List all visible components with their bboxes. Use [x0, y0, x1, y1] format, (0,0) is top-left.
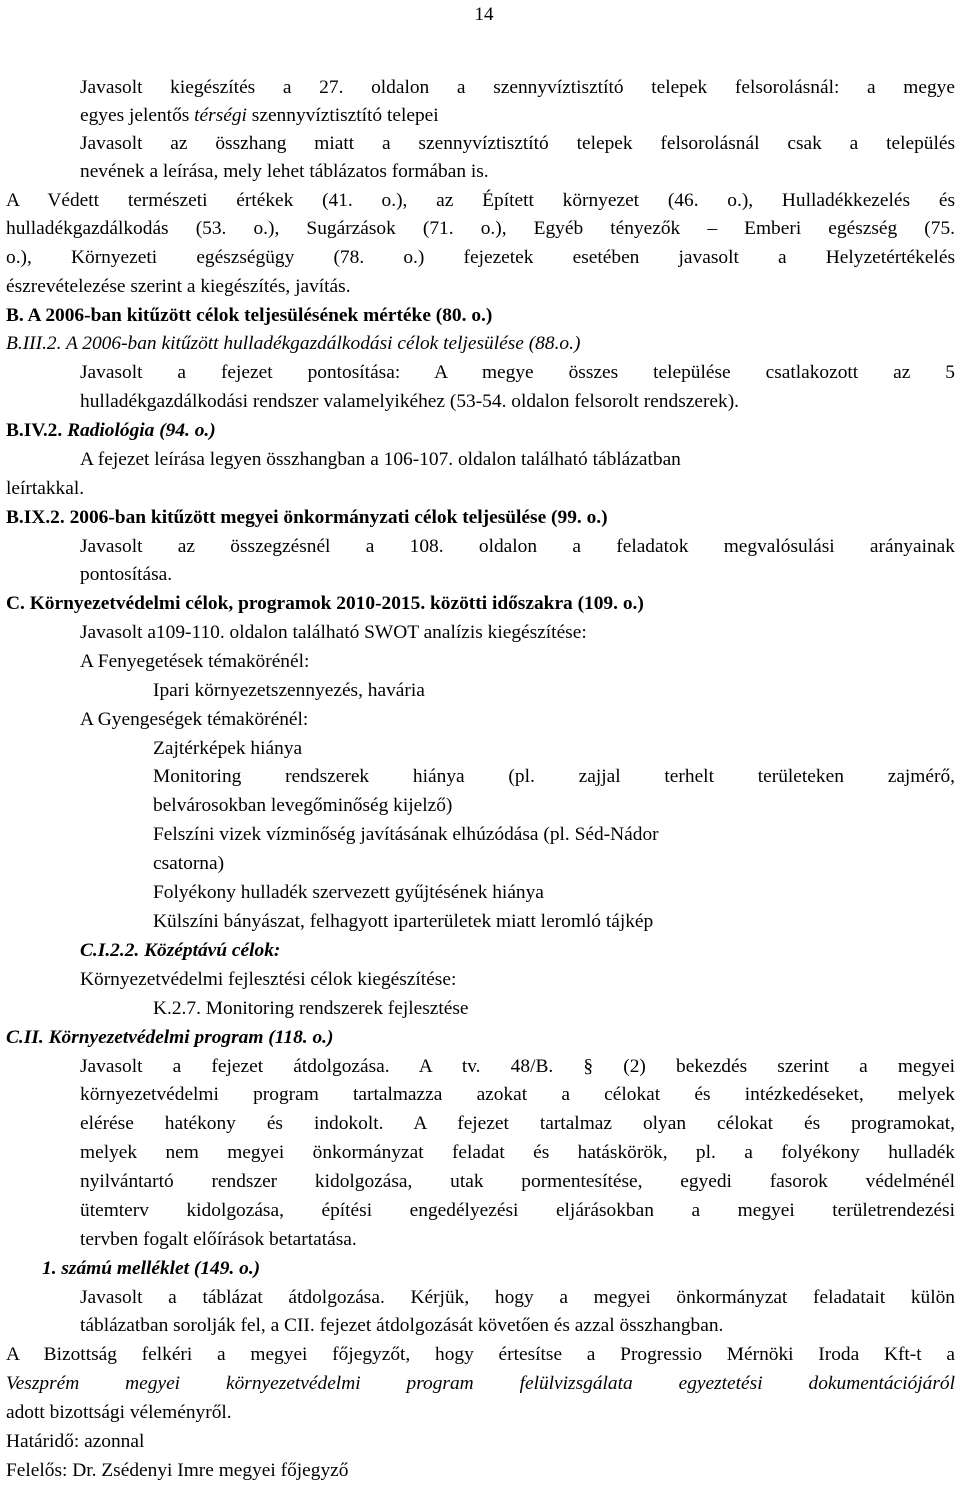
- text-line: csatorna): [153, 853, 225, 874]
- text-line: belvárosokban levegőminőség kijelző): [153, 795, 453, 816]
- section-heading: B.IX.2. 2006-ban kitűzött megyei önkormányzati célok teljesülése (99. o.): [6, 507, 608, 528]
- text-line: környezetvédelmi program tartalmazza azokat a célokat és intézkedéseket, melyek: [80, 1084, 955, 1105]
- text-line: A Gyengeségek témakörénél:: [80, 709, 309, 730]
- heading-number: B.IV.2.: [6, 420, 68, 441]
- text-line: A Bizottság felkéri a megyei főjegyzőt, hogy értesítse a Progressio Mérnöki Iroda Kft-t a: [6, 1344, 955, 1365]
- text-line: Ipari környezetszennyezés, havária: [153, 680, 425, 701]
- text-line: Külszíni bányászat, felhagyott iparterületek miatt leromló tájkép: [153, 911, 654, 932]
- text-line: Javasolt kiegészítés a 27. oldalon a szennyvíztisztító telepek felsorolásnál: a megye: [80, 77, 955, 98]
- section-heading: B.III.2. A 2006-ban kitűzött hulladékgazdálkodási célok teljesülése (88.o.): [6, 333, 581, 354]
- text-line: A Fenyegetések témakörénél:: [80, 651, 310, 672]
- text-span: egyes jelentős: [80, 105, 195, 126]
- text-line: [80, 104, 439, 128]
- page-number: 14: [474, 4, 494, 25]
- text-line: Javasolt a109-110. oldalon található SWOT analízis kiegészítése:: [80, 622, 587, 643]
- text-line: Környezetvédelmi fejlesztési célok kiegészítése:: [80, 969, 457, 990]
- text-line: Javasolt a táblázat átdolgozása. Kérjük, hogy a megyei önkormányzat feladatait külön: [80, 1287, 955, 1308]
- responsible-line: Felelős: Dr. Zsédenyi Imre megyei főjegyző: [6, 1460, 349, 1481]
- text-line: nevének a leírása, mely lehet táblázatos formában is.: [80, 161, 489, 182]
- text-line: Felszíni vizek vízminőség javításának elhúzódása (pl. Séd-Nádor: [153, 824, 659, 845]
- text-line: Folyékony hulladék szervezett gyűjtésének hiánya: [153, 882, 544, 903]
- text-line: táblázatban sorolják fel, a CII. fejezet átdolgozását követően és azzal összhangban.: [80, 1315, 724, 1336]
- section-heading: B. A 2006-ban kitűzött célok teljesülésének mértéke (80. o.): [6, 305, 493, 326]
- text-line: leírtakkal.: [6, 478, 85, 499]
- section-heading: 1. számú melléklet (149. o.): [42, 1258, 261, 1279]
- text-line: Javasolt az összegzésnél a 108. oldalon a feladatok megvalósulási arányainak: [80, 536, 955, 557]
- text-line: o.), Környezeti egészségügy (78. o.) fejezetek esetében javasolt a Helyzetértékelés: [6, 247, 955, 268]
- section-heading: C.I.2.2. Középtávú célok:: [80, 940, 281, 961]
- text-line: melyek nem megyei önkormányzat feladat és hatáskörök, pl. a folyékony hulladék: [80, 1142, 955, 1163]
- section-heading: C.II. Környezetvédelmi program (118. o.): [6, 1027, 334, 1048]
- text-line: észrevételezése szerint a kiegészítés, javítás.: [6, 276, 351, 297]
- text-line: pontosítása.: [80, 564, 173, 585]
- text-line: hulladékgazdálkodási rendszer valamelyikéhez (53-54. oldalon felsorolt rendszerek).: [80, 391, 740, 412]
- text-line: Zajtérképek hiánya: [153, 738, 303, 759]
- text-line: hulladékgazdálkodás (53. o.), Sugárzások (71. o.), Egyéb tényezők – Emberi egészség (75.: [6, 218, 955, 239]
- heading-title: Radiológia (94. o.): [67, 420, 216, 441]
- text-span: szennyvíztisztító telepei: [246, 105, 439, 126]
- section-heading: C. Környezetvédelmi célok, programok 2010-2015. közötti időszakra (109. o.): [6, 593, 644, 614]
- text-line: Javasolt a fejezet átdolgozása. A tv. 48/B. § (2) bekezdés szerint a megyei: [80, 1056, 955, 1077]
- text-line: elérése hatékony és indokolt. A fejezet tartalmaz olyan célokat és programokat,: [80, 1113, 955, 1134]
- text-line: Monitoring rendszerek hiánya (pl. zajjal terhelt területeken zajmérő,: [153, 766, 955, 787]
- text-line: Veszprém megyei környezetvédelmi program felülvizsgálata egyeztetési dokumentációjáról: [6, 1373, 955, 1394]
- text-line: A Védett természeti értékek (41. o.), az Épített környezet (46. o.), Hulladékkezelés és: [6, 190, 955, 211]
- section-heading: [6, 419, 216, 443]
- text-line: adott bizottsági véleményről.: [6, 1402, 232, 1423]
- text-line: K.2.7. Monitoring rendszerek fejlesztése: [153, 998, 469, 1019]
- text-line: nyilvántartó rendszer kidolgozása, utak pormentesítése, egyedi fasorok védelménél: [80, 1171, 955, 1192]
- text-line: A fejezet leírása legyen összhangban a 106-107. oldalon található táblázatban: [80, 449, 681, 470]
- italic-term: térségi: [194, 105, 247, 126]
- text-line: tervben fogalt előírások betartatása.: [80, 1229, 357, 1250]
- deadline-line: Határidő: azonnal: [6, 1431, 145, 1452]
- text-line: ütemterv kidolgozása, építési engedélyezési eljárásokban a megyei területrendezési: [80, 1200, 955, 1221]
- text-line: Javasolt az összhang miatt a szennyvíztisztító telepek felsorolásnál csak a település: [80, 133, 955, 154]
- text-line: Javasolt a fejezet pontosítása: A megye összes települése csatlakozott az 5: [80, 362, 955, 383]
